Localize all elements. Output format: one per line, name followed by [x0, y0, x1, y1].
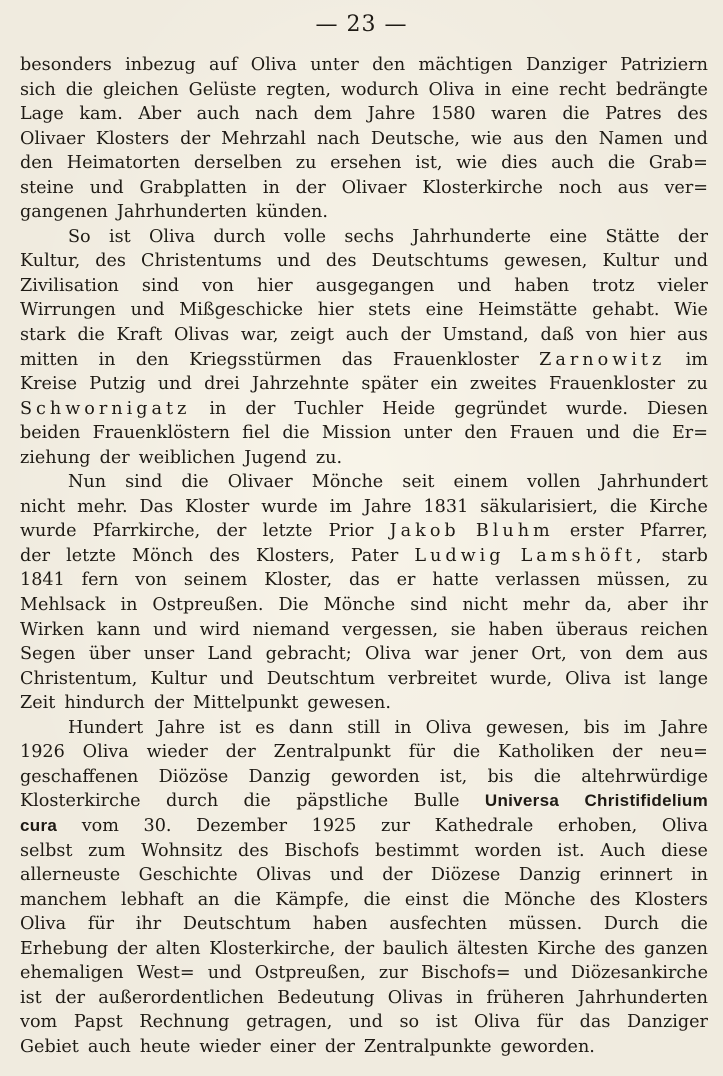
text-line: manchem lebhaft an die Kämpfe, die einst die Mönche des Klosters [20, 889, 708, 910]
text-line: Klosterkirche durch die päpstliche Bulle Universa Christifidelium [20, 791, 708, 812]
paragraph [20, 470, 708, 715]
text-line: wurde Pfarrkirche, der letzte Prior Jakob Bluhm erster Pfarrer, [20, 521, 708, 542]
body-text [20, 53, 708, 1059]
text-line: Lage kam. Aber auch nach dem Jahre 1580 waren die Patres des [20, 104, 708, 125]
text-line: Wirken kann und wird niemand vergessen, sie haben überaus reichen [20, 619, 708, 640]
text-line: der letzte Mönch des Klosters, Pater Ludwig Lamshöft, starb [20, 545, 708, 566]
text-line: allerneuste Geschichte Olivas und der Diözese Danzig erinnert in [20, 865, 708, 886]
text-line: ist der außerordentlichen Bedeutung Olivas in früheren Jahrhunderten [20, 987, 708, 1008]
text-line: gangenen Jahrhunderten künden. [20, 202, 328, 223]
text-line: mitten in den Kriegsstürmen das Frauenkloster Zarnowitz im [20, 349, 708, 370]
text-line: stark die Kraft Olivas war, zeigt auch der Umstand, daß von hier aus [20, 325, 708, 346]
text-line: nicht mehr. Das Kloster wurde im Jahre 1831 säkularisiert, die Kirche [20, 496, 708, 517]
text-line: Schwornigatz in der Tuchler Heide gegründet wurde. Diesen [20, 398, 708, 419]
paragraph [20, 716, 708, 1060]
text-line: Kultur, des Christentums und des Deutschtums gewesen, Kultur und [20, 251, 708, 272]
text-line: 1926 Oliva wieder der Zentralpunkt für die Katholiken der neu= [20, 742, 708, 763]
text-line: Zeit hindurch der Mittelpunkt gewesen. [20, 693, 391, 714]
text-line: Segen über unser Land gebracht; Oliva war jener Ort, von dem aus [20, 644, 708, 665]
page-number: — 23 — [315, 12, 408, 37]
text-line: Nun sind die Olivaer Mönche seit einem vollen Jahrhundert [68, 472, 708, 493]
text-line: So ist Oliva durch volle sechs Jahrhunderte eine Stätte der [68, 226, 708, 247]
text-line: ziehung der weiblichen Jugend zu. [20, 447, 343, 468]
text-line: Gebiet auch heute wieder einer der Zentralpunkte geworden. [20, 1036, 595, 1057]
text-line: geschaffenen Diözöse Danzig geworden ist, bis die altehrwürdige [20, 766, 708, 787]
text-line: Mehlsack in Ostpreußen. Die Mönche sind nicht mehr da, aber ihr [20, 595, 708, 616]
text-line: Hundert Jahre ist es dann still in Oliva gewesen, bis im Jahre [68, 717, 708, 738]
text-line: Olivaer Klosters der Mehrzahl nach Deutsche, wie aus den Namen und [20, 128, 708, 149]
text-line: den Heimatorten derselben zu ersehen ist, wie dies auch die Grab= [20, 153, 708, 174]
paragraph [20, 53, 708, 225]
text-line: selbst zum Wohnsitz des Bischofs bestimmt worden ist. Auch diese [20, 840, 708, 861]
text-line: vom Papst Rechnung getragen, und so ist Oliva für das Danziger [20, 1012, 708, 1033]
text-line: Oliva für ihr Deutschtum haben ausfechten müssen. Durch die [20, 914, 708, 935]
text-line: Christentum, Kultur und Deutschtum verbreitet wurde, Oliva ist lange [20, 668, 708, 689]
text-line: besonders inbezug auf Oliva unter den mächtigen Danziger Patriziern [20, 55, 708, 75]
text-line: Kreise Putzig und drei Jahrzehnte später ein zweites Frauenkloster zu [20, 374, 708, 395]
text-line: ehemaligen West= und Ostpreußen, zur Bischofs= und Diözesankirche [20, 963, 708, 984]
text-line: Erhebung der alten Klosterkirche, der baulich ältesten Kirche des ganzen [20, 938, 708, 959]
text-line: 1841 fern von seinem Kloster, das er hatte verlassen müssen, zu [20, 570, 708, 591]
text-line: steine und Grabplatten in der Olivaer Klosterkirche noch aus ver= [20, 177, 708, 198]
text-line: sich die gleichen Gelüste regten, wodurch Oliva in eine recht bedrängte [20, 79, 708, 100]
text-line: cura vom 30. Dezember 1925 zur Kathedrale erhoben, Oliva [20, 815, 708, 836]
text-line: Zivilisation sind von hier ausgegangen und haben trotz vieler [20, 275, 708, 296]
text-line: beiden Frauenklöstern fiel die Mission unter den Frauen und die Er= [20, 423, 708, 444]
paragraph [20, 225, 708, 470]
text-line: Wirrungen und Mißgeschicke hier stets eine Heimstätte gehabt. Wie [20, 300, 708, 321]
